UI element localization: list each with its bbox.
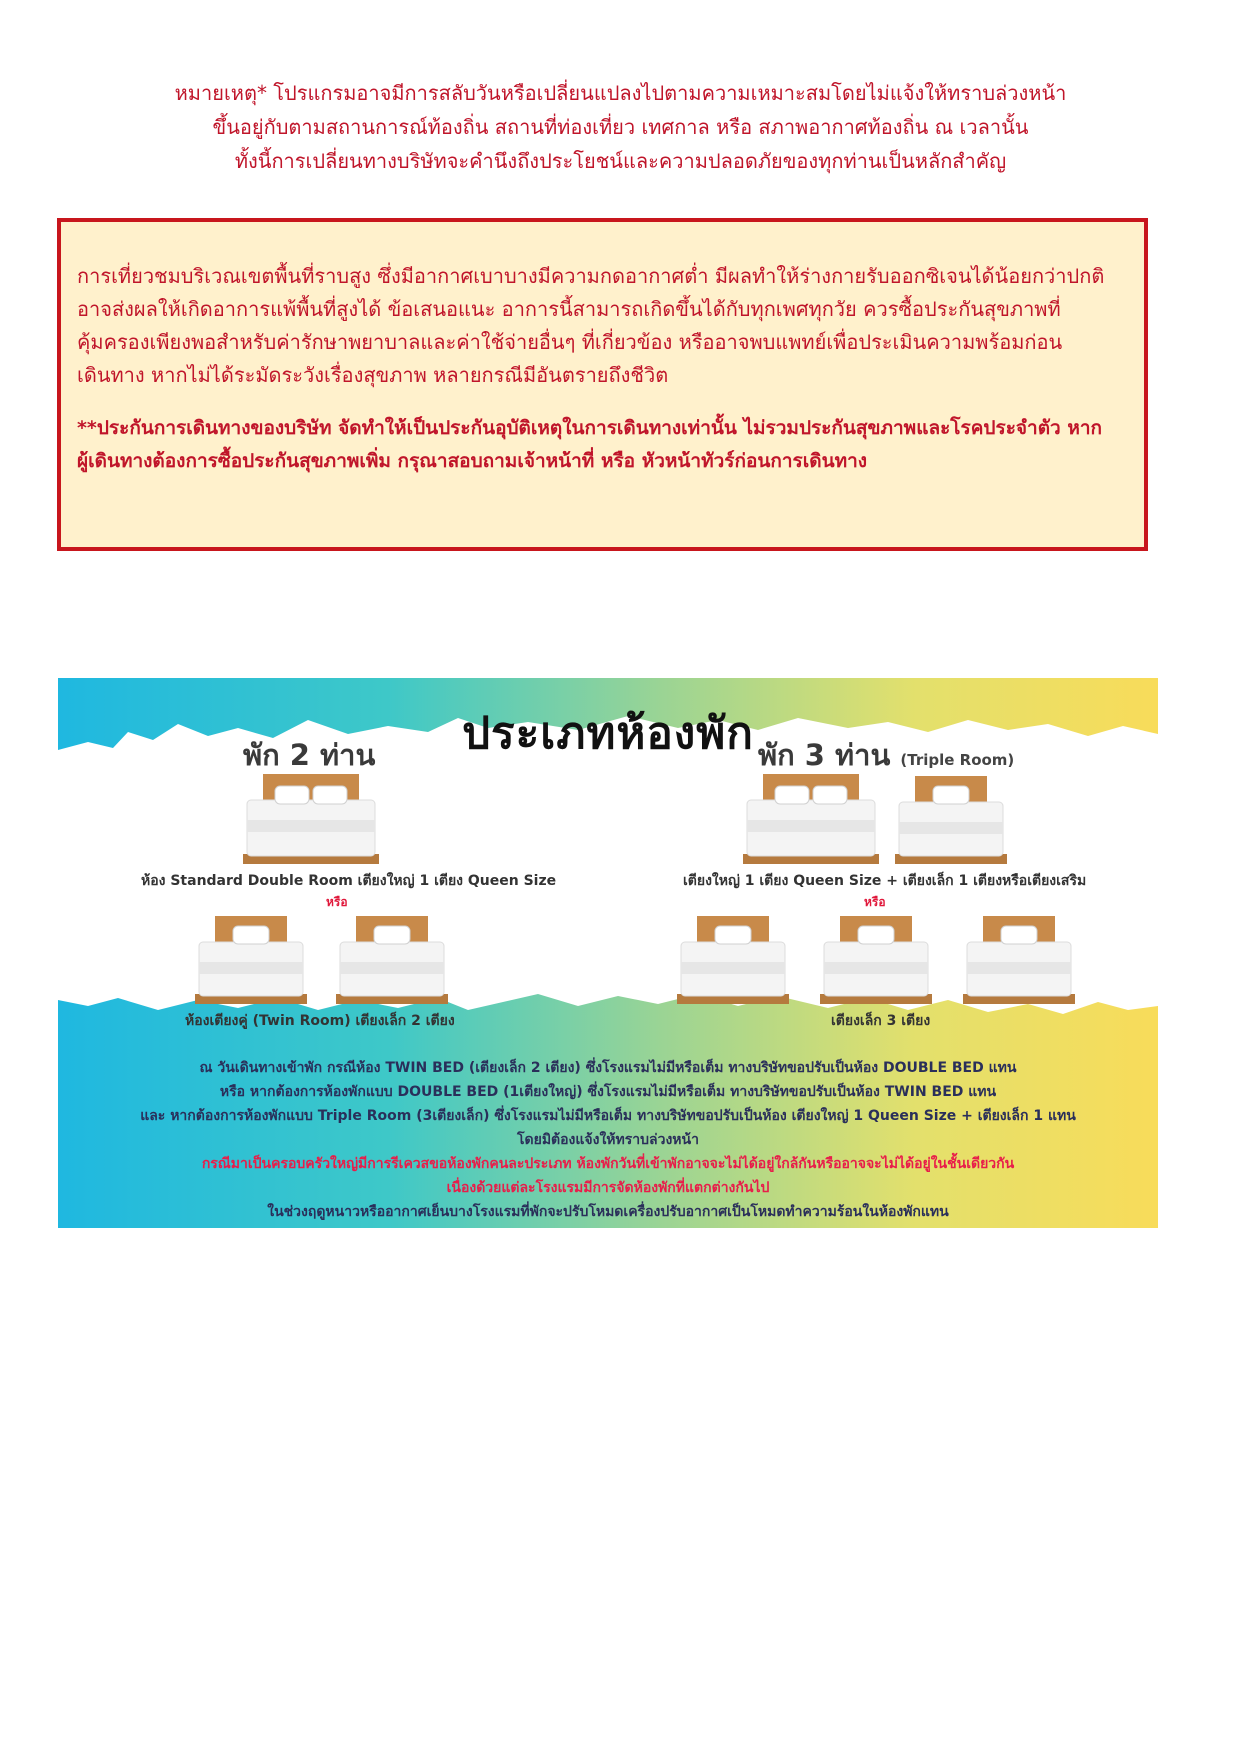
insurance-notice [77,412,1128,478]
altitude-warning-text [77,260,1128,392]
policy-red-line-1: กรณีมาเป็นครอบครัวใหญ่มีการรีเควสขอห้องพักคนละประเภท ห้องพักวันที่เข้าพักอาจจะไม่ได้อยู่ใกล้กันหรืออาจจะไม่ได้อยู่ในชั้นเดียวกัน [201,1156,1015,1172]
triple-room-label: (Triple Room) [900,751,1015,769]
double-room-caption: ห้อง Standard Double Room เตียงใหญ่ 1 เตียง Queen Size [141,873,557,889]
banner-title: ประเภทห้องพัก [462,708,754,759]
policy-red-line-2: เนื่องด้วยแต่ละโรงแรมมีการจัดห้องพักที่แตกต่างกันไป [446,1180,770,1196]
twin-room-caption: ห้องเตียงคู่ (Twin Room) เตียงเล็ก 2 เตียง [185,1013,455,1029]
insurance-line-2: ผู้เดินทางต้องการซื้อประกันสุขภาพเพิ่ม กรุณาสอบถามเจ้าหน้าที่ หรือ หัวหน้าทัวร์ก่อนการเดินทาง [77,450,868,472]
queen-bed-icon [741,774,881,864]
note-line-2: ขึ้นอยู่กับตามสถานการณ์ท้องถิ่น สถานที่ท่องเที่ยว เทศกาล หรือ สภาพอากาศท้องถิ่น ณ เวลานั้น [212,115,1029,139]
insurance-line-1: **ประกันการเดินทางของบริษัท จัดทำให้เป็นประกันอุบัติเหตุในการเดินทางเท่านั้น ไม่รวมประกันสุขภาพและโรคประจำตัว หาก [77,417,1103,439]
two-people-or-label: หรือ [326,895,348,909]
warning-line-2: อาจส่งผลให้เกิดอาการแพ้พื้นที่สูงได้ ข้อเสนอแนะ อาการนี้สามารถเกิดขึ้นได้กับทุกเพศทุกวัย ควรซื้อประกันสุขภาพที่ [77,297,1061,321]
three-people-title-text: พัก 3 ท่าน [758,738,891,772]
policy-line-3: และ หากต้องการห้องพักแบบ Triple Room (3เตียงเล็ก) ซึ่งโรงแรมไม่มีหรือเต็ม ทางบริษัทขอปรับเป็นห้อง เตียงใหญ่ 1 Queen Size + เตียงเล็ก 1 แทน [140,1108,1076,1124]
policy-line-last: ในช่วงฤดูหนาวหรืออากาศเย็นบางโรงแรมที่พักจะปรับโหมดเครื่องปรับอากาศเป็นโหมดทำความร้อนในห้องพักแทน [267,1204,949,1220]
schedule-note [120,76,1121,178]
warning-line-4: เดินทาง หากไม่ได้ระมัดระวังเรื่องสุขภาพ หลายกรณีมีอันตรายถึงชีวิต [77,363,669,387]
policy-line-1: ณ วันเดินทางเข้าพัก กรณีห้อง TWIN BED (เตียงเล็ก 2 เตียง) ซึ่งโรงแรมไม่มีหรือเต็ม ทางบริษัทขอปรับเป็นห้อง DOUBLE BED แทน [199,1060,1017,1076]
warning-line-3: คุ้มครองเพียงพอสำหรับค่ารักษาพยาบาลและค่าใช้จ่ายอื่นๆ ที่เกี่ยวข้อง หรืออาจพบแพทย์เพื่อประเมินความพร้อมก่อน [77,330,1063,354]
note-line-3: ทั้งนี้การเปลี่ยนทางบริษัทจะคำนึงถึงประโยชน์และความปลอดภัยของทุกท่านเป็นหลักสำคัญ [234,149,1007,173]
extra-bed-icon [893,776,1009,864]
three-people-title [758,732,1014,778]
three-singles-caption: เตียงเล็ก 3 เตียง [831,1013,931,1029]
twin-bed-1-icon [193,916,309,1004]
single-bed-1-icon [675,916,791,1004]
note-line-1: หมายเหตุ* โปรแกรมอาจมีการสลับวันหรือเปลี่ยนแปลงไปตามความเหมาะสมโดยไม่แจ้งให้ทราบล่วงหน้า [174,81,1067,105]
policy-line-2: หรือ หากต้องการห้องพักแบบ DOUBLE BED (1เตียงใหญ่) ซึ่งโรงแรมไม่มีหรือเต็ม ทางบริษัทขอปรับเป็นห้อง TWIN BED แทน [219,1084,997,1100]
warning-line-1: การเที่ยวชมบริเวณเขตพื้นที่ราบสูง ซึ่งมีอากาศเบาบางมีความกดอากาศต่ำ มีผลทำให้ร่างกายรับออกซิเจนได้น้อยกว่าปกติ [77,264,1105,288]
single-bed-2-icon [818,916,934,1004]
three-people-or-label: หรือ [864,895,886,909]
two-people-title: พัก 2 ท่าน [243,738,376,772]
double-bed-icon [241,774,381,864]
triple-combo-caption: เตียงใหญ่ 1 เตียง Queen Size + เตียงเล็ก 1 เตียงหรือเตียงเสริม [683,873,1087,889]
twin-bed-2-icon [334,916,450,1004]
altitude-warning-box [57,218,1148,551]
single-bed-3-icon [961,916,1077,1004]
room-type-banner [58,678,1158,1228]
policy-line-4: โดยมิต้องแจ้งให้ทราบล่วงหน้า [517,1132,699,1148]
room-policy-text [58,1056,1158,1224]
